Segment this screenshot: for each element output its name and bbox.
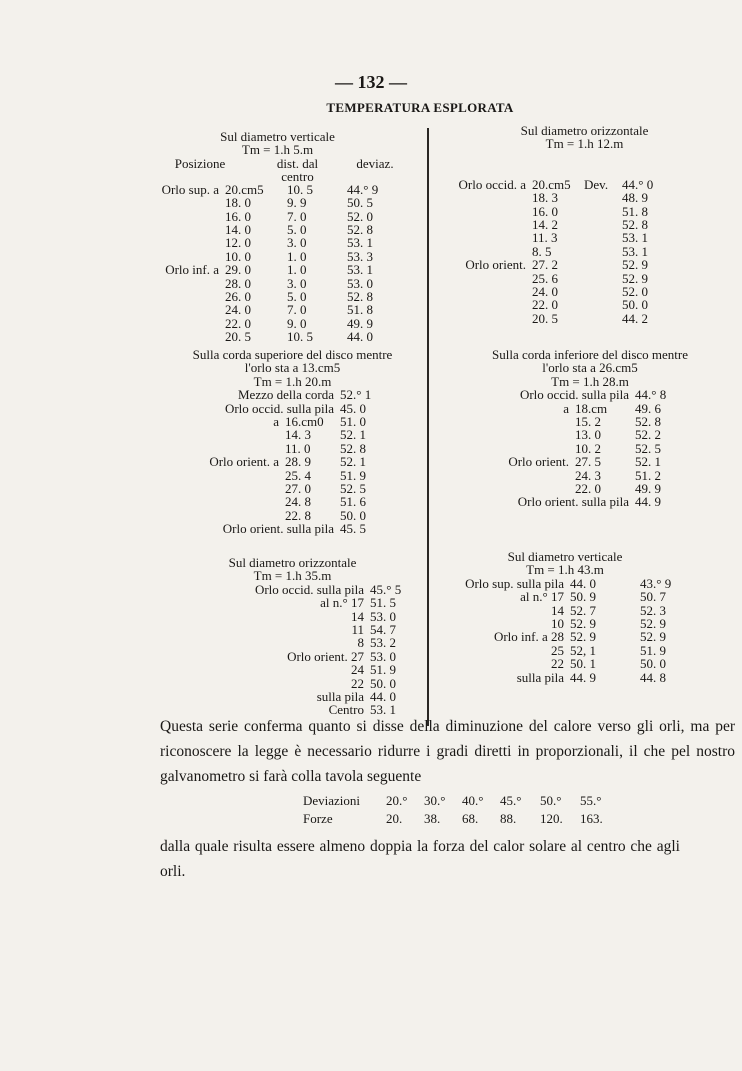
cell: 52. 9	[570, 629, 596, 645]
table-row	[455, 388, 725, 401]
row-label: Orlo orient.	[508, 454, 569, 470]
table-vertical-diameter-2	[440, 550, 710, 684]
cell: 25. 4	[285, 467, 311, 483]
row-label	[150, 196, 225, 209]
table-row	[150, 183, 405, 196]
table-row	[455, 469, 725, 482]
cell: 20.°	[386, 793, 408, 808]
table-row	[440, 577, 710, 590]
row-label: Orlo orient. sulla pila	[517, 494, 629, 510]
cell: 10. 5	[287, 181, 313, 197]
cell	[584, 231, 622, 244]
cell: 20.cm5	[532, 176, 571, 192]
cell: 1. 0	[287, 248, 307, 264]
table-row	[432, 272, 717, 285]
cell: 52. 9	[640, 629, 666, 645]
paragraph-conclusion: Questa serie conferma quanto si disse della diminuzione del calore verso gli orli, ma per riconoscere la legge è necessario ridurre i gradi diretti in proporzionali, il che pel nostro galvanometro si farà colla tavola seguente	[160, 718, 735, 785]
table-row	[432, 312, 717, 325]
cell: 18. 3	[532, 190, 558, 206]
table-row	[432, 285, 717, 298]
cell: 10. 0	[225, 248, 251, 264]
cell: 18.cm	[575, 400, 608, 416]
cell: 24. 0	[225, 302, 251, 318]
row-label	[432, 231, 532, 244]
cell: 45.° 5	[370, 581, 402, 597]
table-row	[432, 218, 717, 231]
cell	[584, 285, 622, 298]
table-row	[440, 604, 710, 617]
cell: 52. 8	[340, 440, 366, 456]
cell: 49. 9	[635, 481, 661, 497]
cell: 52. 8	[347, 222, 373, 238]
force-row-forces	[303, 810, 620, 828]
table-heading: Sul diametro orizzontale	[520, 123, 649, 138]
table-row	[432, 258, 717, 271]
table-row	[165, 455, 420, 468]
row-label: Orlo occid. sulla pila	[519, 387, 629, 403]
column-header: Posizione	[174, 155, 226, 171]
row-label: 14	[351, 608, 364, 624]
cell: 53. 0	[370, 648, 396, 664]
cell: 44. 8	[640, 669, 666, 685]
cell: 52. 0	[347, 208, 373, 224]
cell: 7. 0	[287, 208, 307, 224]
cell: 55.°	[580, 793, 602, 808]
table-row	[455, 402, 725, 415]
cell: 51. 0	[340, 414, 366, 430]
table-row	[440, 617, 710, 630]
cell: 13. 0	[575, 427, 601, 443]
table-row	[165, 402, 420, 415]
cell: 44. 0	[347, 329, 373, 345]
cell	[584, 245, 622, 258]
table-row	[440, 590, 710, 603]
cell: 5. 0	[287, 222, 307, 238]
table-heading: Sul diametro verticale	[507, 549, 623, 564]
table-row	[432, 245, 717, 258]
table-subheading: Tm = 1.h 5.m	[241, 142, 314, 158]
table-row	[165, 482, 420, 495]
cell: 51. 9	[340, 467, 366, 483]
table-row	[165, 623, 420, 636]
row-label: a	[563, 400, 569, 416]
cell: 11. 3	[532, 230, 558, 246]
row-label	[150, 330, 225, 343]
table-row	[165, 636, 420, 649]
table-heading: Sulla corda superiore del disco mentre	[192, 347, 393, 362]
cell: 10. 2	[575, 440, 601, 456]
table-heading: Sul diametro verticale	[220, 129, 335, 144]
cell	[584, 218, 622, 231]
cell: 40.°	[462, 793, 484, 808]
row-label: Orlo occid. a	[458, 176, 526, 192]
table-row	[432, 205, 717, 218]
table-upper-chord	[165, 348, 420, 536]
cell: 52. 9	[570, 616, 596, 632]
row-label	[150, 223, 225, 236]
row-label: 10	[551, 616, 564, 632]
cell: 68.	[462, 811, 479, 826]
cell: 53. 0	[347, 275, 373, 291]
cell: 50. 0	[370, 675, 396, 691]
cell: 20.cm5	[225, 181, 264, 197]
cell: 51. 9	[370, 662, 396, 678]
cell: 53. 0	[370, 608, 396, 624]
cell: 16. 0	[225, 208, 251, 224]
table-row	[150, 317, 405, 330]
column-divider	[427, 128, 429, 726]
cell: 50. 0	[640, 656, 666, 672]
row-label: 14	[551, 602, 564, 618]
row-label	[432, 191, 532, 204]
row-label	[150, 250, 225, 263]
cell: 51. 6	[340, 494, 366, 510]
cell: 27. 0	[285, 481, 311, 497]
cell: 52. 9	[622, 257, 648, 273]
cell	[584, 298, 622, 311]
cell: 24. 0	[532, 284, 558, 300]
table-subheading: l'orlo sta a 13.cm5	[244, 360, 341, 376]
cell: 22. 0	[575, 481, 601, 497]
cell: 44. 0	[370, 689, 396, 705]
table-row	[455, 495, 725, 508]
cell	[584, 191, 622, 204]
cell: 22. 0	[532, 297, 558, 313]
row-label	[432, 272, 532, 285]
table-row	[165, 428, 420, 441]
cell: 44. 9	[635, 494, 661, 510]
cell: 50. 1	[570, 656, 596, 672]
cell: 14. 3	[285, 427, 311, 443]
row-label	[165, 495, 285, 508]
table-row	[165, 610, 420, 623]
table-row	[165, 677, 420, 690]
cell: 51. 9	[640, 642, 666, 658]
row-label	[455, 469, 575, 482]
cell: 29. 0	[225, 262, 251, 278]
cell: Dev.	[584, 176, 609, 192]
row-label: a	[273, 414, 279, 430]
cell: 53. 1	[370, 702, 396, 718]
row-label: Orlo sup. sulla pila	[465, 575, 564, 591]
cell: 52. 8	[622, 217, 648, 233]
table-subheading: Tm = 1.h 35.m	[253, 568, 332, 584]
row-label: 25	[551, 642, 564, 658]
table-row	[440, 644, 710, 657]
cell	[584, 258, 622, 271]
row-label	[432, 298, 532, 311]
table-row	[455, 455, 725, 468]
table-row	[150, 250, 405, 263]
cell: 53. 3	[347, 248, 373, 264]
table-row	[455, 428, 725, 441]
row-label: Orlo inf. a	[165, 262, 219, 278]
table-row	[150, 196, 405, 209]
cell: 52. 8	[635, 414, 661, 430]
row-label: Orlo orient.	[465, 257, 526, 273]
table-row	[432, 191, 717, 204]
row-label: sulla pila	[516, 669, 564, 685]
table-subheading: Tm = 1.h 43.m	[526, 562, 604, 578]
cell: 26. 0	[225, 289, 251, 305]
cell: 53. 1	[347, 235, 373, 251]
column-headers	[150, 157, 405, 183]
table-heading: Sulla corda inferiore del disco mentre	[491, 347, 688, 362]
cell: 20. 5	[532, 310, 558, 326]
table-row	[150, 263, 405, 276]
cell: 52. 9	[640, 616, 666, 632]
cell: 163.	[580, 811, 603, 826]
cell: 53. 1	[347, 262, 373, 278]
cell: 22. 0	[225, 315, 251, 331]
row-label: Orlo orient. sulla pila	[222, 521, 334, 537]
cell: 51. 5	[370, 595, 396, 611]
cell: 45. 5	[340, 521, 366, 537]
cell: 52, 1	[570, 642, 596, 658]
row-label	[455, 415, 575, 428]
table-row	[150, 330, 405, 343]
table-row	[432, 178, 717, 191]
table-horizontal-diameter-2	[165, 556, 420, 717]
table-horizontal-diameter-1	[432, 124, 717, 325]
row-label: Orlo occid. sulla pila	[254, 581, 364, 597]
table-row	[432, 298, 717, 311]
cell: 3. 0	[287, 235, 307, 251]
cell: 44.° 9	[347, 181, 379, 197]
row-label: sulla pila	[316, 689, 364, 705]
table-row	[440, 630, 710, 643]
cell: 52. 1	[340, 454, 366, 470]
cell: 11. 0	[285, 440, 311, 456]
row-label: Deviazioni	[303, 793, 361, 808]
cell: 52. 9	[622, 270, 648, 286]
cell: 27. 5	[575, 454, 601, 470]
table-subheading: Tm = 1.h 12.m	[545, 136, 624, 152]
table-row	[165, 522, 420, 535]
cell: 28. 0	[225, 275, 251, 291]
cell: 16. 0	[532, 203, 558, 219]
row-label	[150, 317, 225, 330]
paragraph-final: dalla quale risulta essere almeno doppia la forza del calor solare al centro che agli orli.	[160, 838, 680, 880]
cell: 52. 7	[570, 602, 596, 618]
cell: 30.°	[424, 793, 446, 808]
page-number: — 132 —	[335, 72, 407, 92]
cell: 44. 2	[622, 310, 648, 326]
table-row	[440, 657, 710, 670]
table-row	[150, 210, 405, 223]
row-label	[455, 428, 575, 441]
table-row	[165, 690, 420, 703]
row-label	[150, 236, 225, 249]
table-row	[150, 303, 405, 316]
cell: 3. 0	[287, 275, 307, 291]
row-label	[165, 509, 285, 522]
table-subheading: l'orlo sta a 26.cm5	[542, 360, 638, 376]
cell: 9. 0	[287, 315, 307, 331]
table-subheading: Tm = 1.h 28.m	[551, 373, 629, 389]
row-label	[165, 442, 285, 455]
cell: 14. 2	[532, 217, 558, 233]
cell: 52. 3	[640, 602, 666, 618]
table-row	[150, 277, 405, 290]
row-label	[150, 277, 225, 290]
table-row	[455, 482, 725, 495]
row-label: Orlo occid. sulla pila	[224, 400, 334, 416]
cell: 44.° 8	[635, 387, 667, 403]
cell: 38.	[424, 811, 441, 826]
cell: 8. 5	[532, 243, 552, 259]
row-label	[432, 218, 532, 231]
cell: 52. 0	[622, 284, 648, 300]
cell: 18. 0	[225, 195, 251, 211]
row-label: Forze	[303, 811, 333, 826]
cell: 43.° 9	[640, 575, 672, 591]
cell: 52. 1	[340, 427, 366, 443]
row-label	[165, 469, 285, 482]
row-label	[455, 482, 575, 495]
row-label	[432, 205, 532, 218]
cell: 44. 9	[570, 669, 596, 685]
cell: 27. 2	[532, 257, 558, 273]
row-label: al n.° 17	[320, 595, 364, 611]
row-label	[455, 442, 575, 455]
table-row	[150, 223, 405, 236]
row-label	[150, 290, 225, 303]
row-label	[432, 245, 532, 258]
row-label: al n.° 17	[520, 589, 564, 605]
table-row	[165, 583, 420, 596]
table-row	[440, 671, 710, 684]
cell	[584, 312, 622, 325]
force-conversion-table	[303, 792, 620, 828]
cell: 28. 9	[285, 454, 311, 470]
cell: 49. 9	[347, 315, 373, 331]
row-label	[150, 303, 225, 316]
table-row	[455, 442, 725, 455]
row-label: 22	[351, 675, 364, 691]
table-row	[455, 415, 725, 428]
table-row	[150, 290, 405, 303]
table-vertical-diameter-1	[150, 130, 405, 344]
cell: 50. 0	[622, 297, 648, 313]
cell: 54. 7	[370, 622, 396, 638]
force-row-deviations	[303, 792, 620, 810]
cell: 52. 2	[635, 427, 661, 443]
cell: 50. 7	[640, 589, 666, 605]
cell: 44. 0	[570, 575, 596, 591]
cell: 53. 1	[622, 230, 648, 246]
table-row	[165, 650, 420, 663]
row-label: 11	[351, 622, 364, 638]
cell: 10. 5	[287, 329, 313, 345]
cell: 51. 2	[635, 467, 661, 483]
cell: 49. 6	[635, 400, 661, 416]
table-row	[165, 509, 420, 522]
cell: 50.°	[540, 793, 562, 808]
row-label: Orlo sup. a	[161, 181, 219, 197]
cell: 45.°	[500, 793, 522, 808]
table-lower-chord	[455, 348, 725, 509]
cell: 44.° 0	[622, 176, 654, 192]
table-row	[165, 663, 420, 676]
cell: 51. 8	[347, 302, 373, 318]
row-label: Mezzo della corda	[237, 387, 334, 403]
cell: 9. 9	[287, 195, 307, 211]
cell: 50. 0	[340, 507, 366, 523]
row-label	[165, 482, 285, 495]
row-label	[150, 210, 225, 223]
cell: 14. 0	[225, 222, 251, 238]
cell: 25. 6	[532, 270, 558, 286]
cell: 120.	[540, 811, 563, 826]
cell: 5. 0	[287, 289, 307, 305]
row-label	[432, 312, 532, 325]
cell: 50. 5	[347, 195, 373, 211]
cell: 22. 8	[285, 507, 311, 523]
cell: 20.	[386, 811, 403, 826]
cell: 52. 5	[340, 481, 366, 497]
cell: 12. 0	[225, 235, 251, 251]
cell: 7. 0	[287, 302, 307, 318]
cell: 52. 5	[635, 440, 661, 456]
row-label: 24	[351, 662, 364, 678]
table-subheading: Tm = 1.h 20.m	[253, 373, 332, 389]
row-label: Centro	[328, 702, 364, 718]
cell: 20. 5	[225, 329, 251, 345]
cell: 48. 9	[622, 190, 648, 206]
cell: 15. 2	[575, 414, 601, 430]
cell: 51. 8	[622, 203, 648, 219]
column-header: dist. dal centro	[276, 155, 319, 184]
table-row	[165, 495, 420, 508]
cell: 52. 1	[635, 454, 661, 470]
row-label	[165, 428, 285, 441]
cell: 52.° 1	[340, 387, 372, 403]
table-row	[165, 442, 420, 455]
cell	[584, 272, 622, 285]
table-row	[432, 231, 717, 244]
table-row	[150, 236, 405, 249]
row-label: Orlo inf. a 28	[493, 629, 564, 645]
cell: 24. 3	[575, 467, 601, 483]
cell	[584, 205, 622, 218]
row-label: Orlo orient. 27	[287, 648, 364, 664]
cell: 45. 0	[340, 400, 366, 416]
table-row	[165, 596, 420, 609]
cell: 24. 8	[285, 494, 311, 510]
row-label	[432, 285, 532, 298]
row-label: 22	[551, 656, 564, 672]
table-row	[165, 469, 420, 482]
cell: 53. 1	[622, 243, 648, 259]
cell: 88.	[500, 811, 517, 826]
column-header: deviaz.	[356, 155, 394, 171]
cell: 1. 0	[287, 262, 307, 278]
cell: 53. 2	[370, 635, 396, 651]
table-row	[165, 388, 420, 401]
cell: 52. 8	[347, 289, 373, 305]
section-title: TEMPERATURA ESPLORATA	[326, 100, 514, 115]
cell: 16.cm0	[285, 414, 324, 430]
row-label: 8	[357, 635, 364, 651]
table-row	[165, 415, 420, 428]
row-label: Orlo orient. a	[209, 454, 279, 470]
table-heading: Sul diametro orizzontale	[228, 555, 357, 570]
cell: 50. 9	[570, 589, 596, 605]
